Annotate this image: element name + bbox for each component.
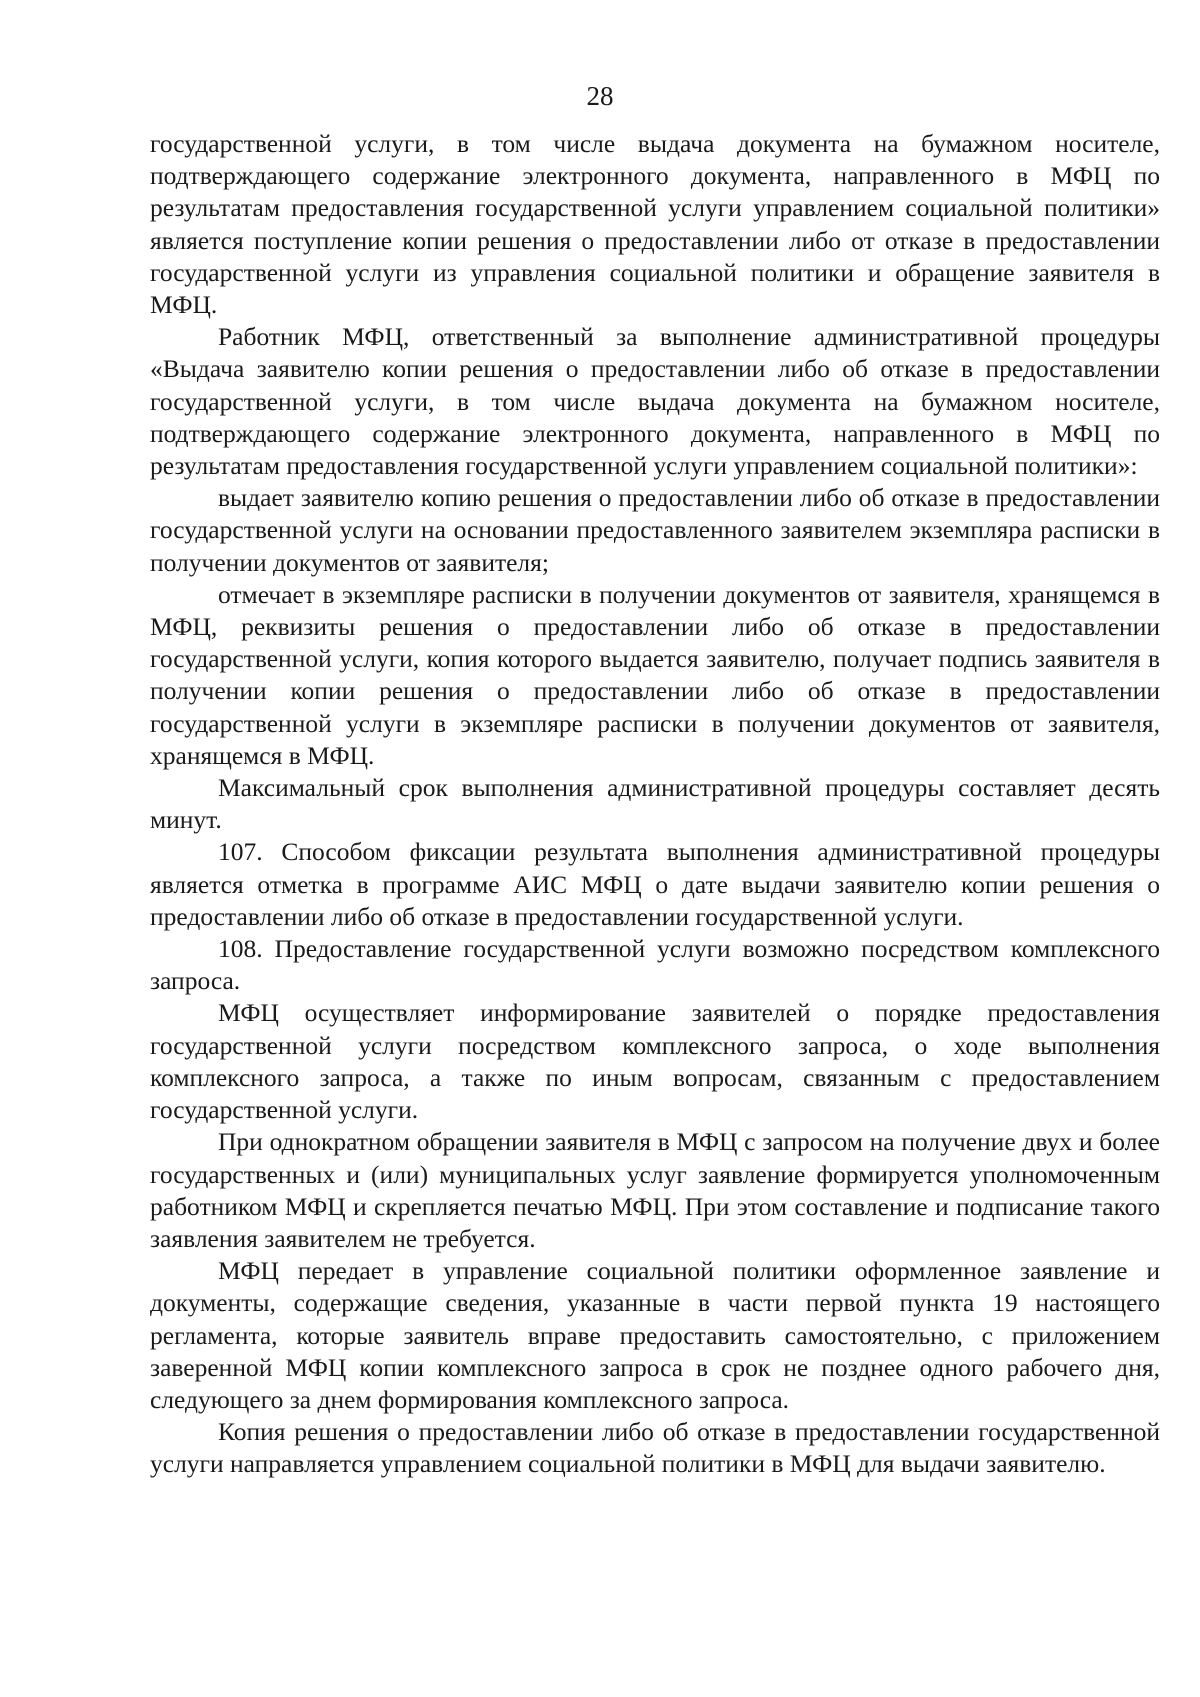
paragraph-item-107: 107. Способом фиксации результата выполнения административной процедуры является отметка в программе АИС МФЦ о дате выдачи заявителю копии решения о предоставлении либо об отказе в предоставлении государственной услуги. bbox=[150, 837, 1160, 931]
paragraph: Работник МФЦ, ответственный за выполнение административной процедуры «Выдача заявителю копии решения о предоставлении либо об отказе в предоставлении государственной услуги, в том числе выдача документа на бумажном носителе, подтверждающего содержание электронного документа, направленного в МФЦ по результатам предоставления государственной услуги управлением социальной политики»: bbox=[150, 322, 1160, 481]
paragraph: МФЦ осуществляет информирование заявителей о порядке предоставления государственной услуги посредством комплексного запроса, о ходе выполнения комплексного запроса, а также по иным вопросам, связанным с предоставлением государственной услуги. bbox=[150, 998, 1160, 1125]
paragraph: выдает заявителю копию решения о предоставлении либо об отказе в предоставлении государственной услуги на основании предоставленного заявителем экземпляра расписки в получении документов от заявителя; bbox=[150, 483, 1160, 577]
paragraph: При однократном обращении заявителя в МФЦ с запросом на получение двух и более государственных и (или) муниципальных услуг заявление формируется уполномоченным работником МФЦ и скрепляется печатью МФЦ. При этом составление и подписание такого заявления заявителем не требуется. bbox=[150, 1127, 1160, 1253]
page-number: 28 bbox=[586, 81, 614, 111]
paragraph-continuation: государственной услуги, в том числе выдача документа на бумажном носителе, подтверждающего содержание электронного документа, направленного в МФЦ по результатам предоставления государственной услуги управлением социальной политики» является поступление копии решения о предоставлении либо от отказе в предоставлении государственной услуги из управления социальной политики и обращение заявителя в МФЦ. bbox=[150, 129, 1160, 320]
paragraph: Копия решения о предоставлении либо об отказе в предоставлении государственной услуги направляется управлением социальной политики в МФЦ для выдачи заявителю. bbox=[150, 1417, 1160, 1479]
paragraph-item-108: 108. Предоставление государственной услуги возможно посредством комплексного запроса. bbox=[150, 934, 1160, 996]
paragraph: МФЦ передает в управление социальной политики оформленное заявление и документы, содержащие сведения, указанные в части первой пункта 19 настоящего регламента, которые заявитель вправе предоставить самостоятельно, с приложением заверенной МФЦ копии комплексного запроса в срок не позднее одного рабочего дня, следующего за днем формирования комплексного запроса. bbox=[150, 1256, 1160, 1414]
paragraph: Максимальный срок выполнения административной процедуры составляет десять минут. bbox=[150, 773, 1160, 835]
document-body bbox=[150, 128, 1160, 1481]
paragraph: отмечает в экземпляре расписки в получении документов от заявителя, хранящемся в МФЦ, реквизиты решения о предоставлении либо об отказе в предоставлении государственной услуги, копия которого выдается заявителю, получает подпись заявителя в получении копии решения о предоставлении либо об отказе в предоставлении государственной услуги в экземпляре расписки в получении документов от заявителя, хранящемся в МФЦ. bbox=[150, 579, 1160, 770]
